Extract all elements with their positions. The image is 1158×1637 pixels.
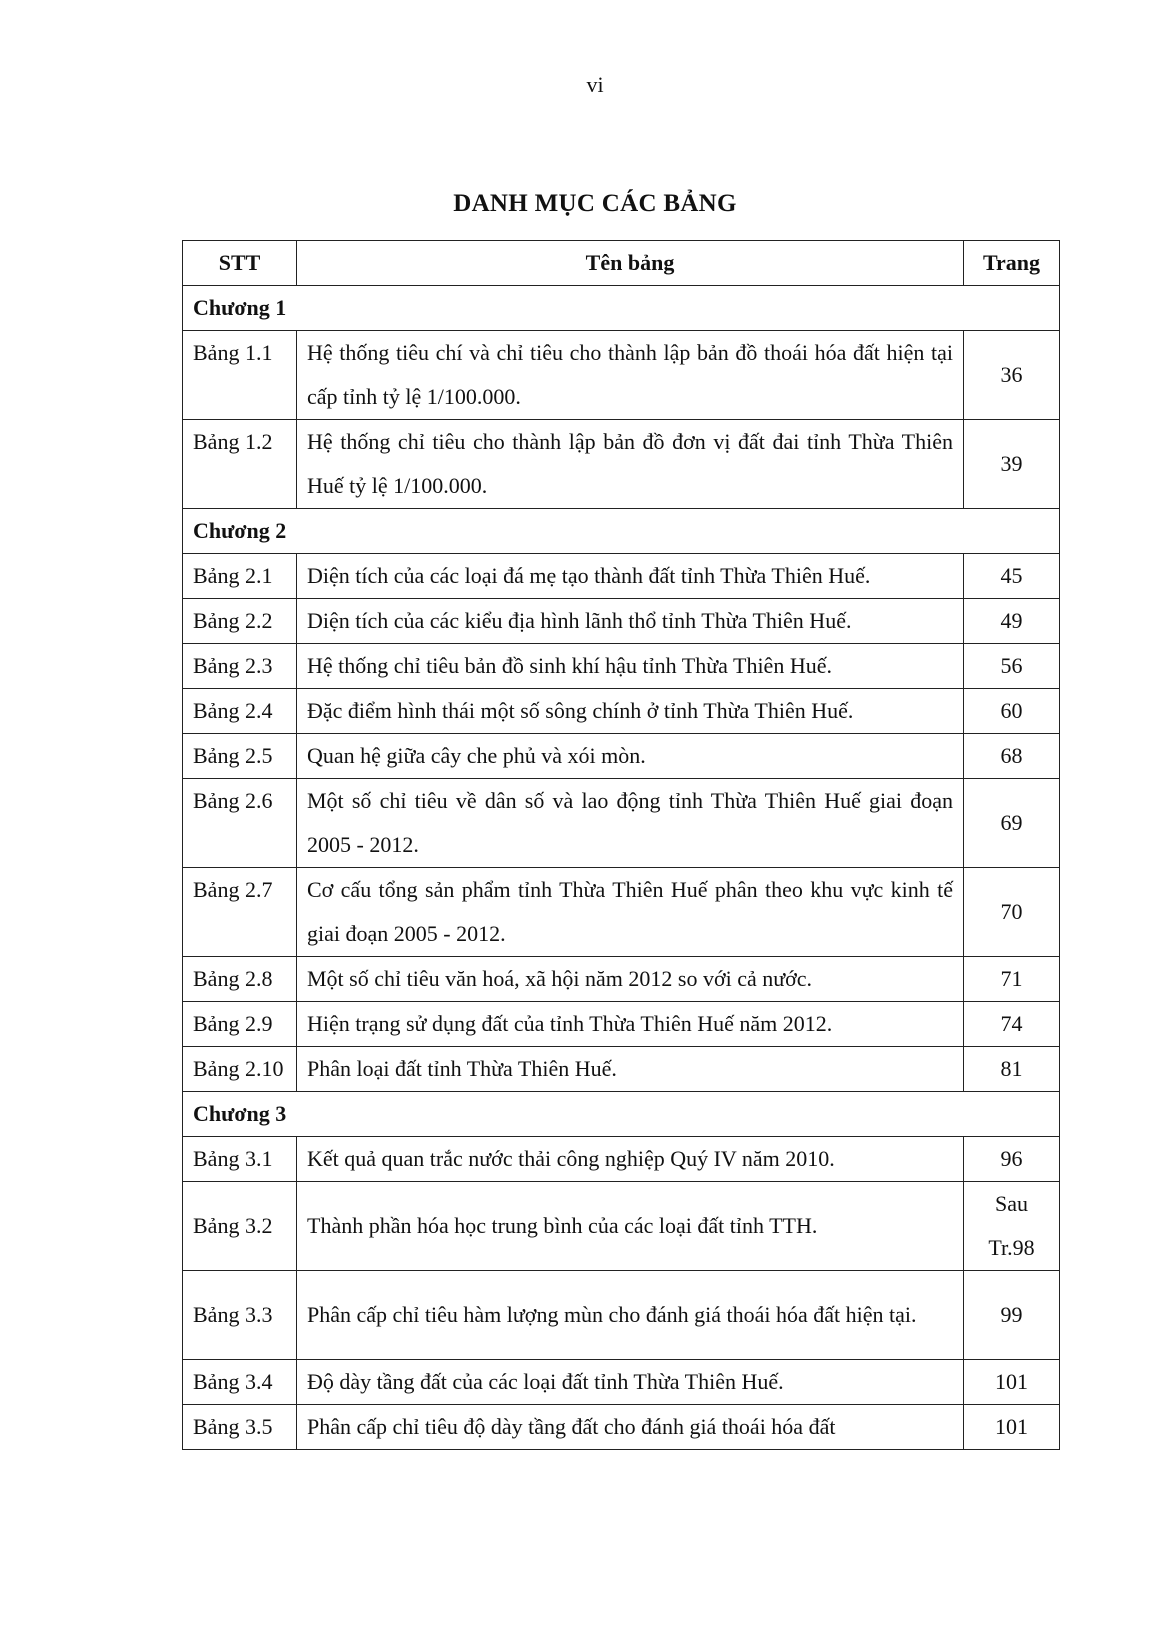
row-page: 60 bbox=[964, 689, 1060, 734]
table-row bbox=[183, 868, 1060, 957]
row-name: Quan hệ giữa cây che phủ và xói mòn. bbox=[297, 734, 964, 779]
row-name: Hệ thống chỉ tiêu bản đồ sinh khí hậu tỉnh Thừa Thiên Huế. bbox=[297, 644, 964, 689]
table-row bbox=[183, 1182, 1060, 1271]
row-name: Diện tích của các loại đá mẹ tạo thành đất tỉnh Thừa Thiên Huế. bbox=[297, 554, 964, 599]
row-name: Phân cấp chỉ tiêu hàm lượng mùn cho đánh giá thoái hóa đất hiện tại. bbox=[297, 1271, 964, 1360]
row-name: Độ dày tầng đất của các loại đất tỉnh Thừa Thiên Huế. bbox=[297, 1360, 964, 1405]
table-of-tables bbox=[182, 240, 1060, 1450]
header-page: Trang bbox=[964, 241, 1060, 286]
row-stt: Bảng 3.4 bbox=[183, 1360, 297, 1405]
chapter-row bbox=[183, 509, 1060, 554]
row-stt: Bảng 2.8 bbox=[183, 957, 297, 1002]
row-page: 69 bbox=[964, 779, 1060, 868]
row-page: 71 bbox=[964, 957, 1060, 1002]
row-page: 49 bbox=[964, 599, 1060, 644]
row-stt: Bảng 2.7 bbox=[183, 868, 297, 957]
row-stt: Bảng 3.3 bbox=[183, 1271, 297, 1360]
row-page: 56 bbox=[964, 644, 1060, 689]
row-stt: Bảng 3.5 bbox=[183, 1405, 297, 1450]
row-stt: Bảng 2.5 bbox=[183, 734, 297, 779]
row-name: Phân loại đất tỉnh Thừa Thiên Huế. bbox=[297, 1047, 964, 1092]
chapter-label: Chương 2 bbox=[183, 509, 1060, 554]
row-stt: Bảng 2.4 bbox=[183, 689, 297, 734]
table-row bbox=[183, 779, 1060, 868]
table-row bbox=[183, 1002, 1060, 1047]
row-stt: Bảng 1.2 bbox=[183, 420, 297, 509]
table-row bbox=[183, 420, 1060, 509]
row-name: Kết quả quan trắc nước thải công nghiệp Quý IV năm 2010. bbox=[297, 1137, 964, 1182]
header-stt: STT bbox=[183, 241, 297, 286]
row-page: 68 bbox=[964, 734, 1060, 779]
row-page: 101 bbox=[964, 1360, 1060, 1405]
row-page: 39 bbox=[964, 420, 1060, 509]
row-stt: Bảng 2.6 bbox=[183, 779, 297, 868]
chapter-row bbox=[183, 286, 1060, 331]
row-stt: Bảng 1.1 bbox=[183, 331, 297, 420]
page-number: vi bbox=[586, 72, 604, 97]
row-stt: Bảng 2.2 bbox=[183, 599, 297, 644]
row-page: 70 bbox=[964, 868, 1060, 957]
row-name: Một số chỉ tiêu về dân số và lao động tỉnh Thừa Thiên Huế giai đoạn 2005 - 2012. bbox=[297, 779, 964, 868]
row-page: 81 bbox=[964, 1047, 1060, 1092]
row-stt: Bảng 3.1 bbox=[183, 1137, 297, 1182]
table-header-row bbox=[183, 241, 1060, 286]
chapter-label: Chương 1 bbox=[183, 286, 1060, 331]
table-row bbox=[183, 1271, 1060, 1360]
table-row bbox=[183, 331, 1060, 420]
row-page: 101 bbox=[964, 1405, 1060, 1450]
row-name: Thành phần hóa học trung bình của các loại đất tỉnh TTH. bbox=[297, 1182, 964, 1271]
row-page: 36 bbox=[964, 331, 1060, 420]
row-name: Hệ thống chỉ tiêu cho thành lập bản đồ đơn vị đất đai tỉnh Thừa Thiên Huế tỷ lệ 1/100.000. bbox=[297, 420, 964, 509]
chapter-row bbox=[183, 1092, 1060, 1137]
table-row bbox=[183, 1405, 1060, 1450]
row-page: 96 bbox=[964, 1137, 1060, 1182]
table-row bbox=[183, 957, 1060, 1002]
row-stt: Bảng 2.10 bbox=[183, 1047, 297, 1092]
table-row bbox=[183, 689, 1060, 734]
table-row bbox=[183, 1047, 1060, 1092]
page-title: DANH MỤC CÁC BẢNG bbox=[453, 190, 737, 217]
table-row bbox=[183, 1137, 1060, 1182]
header-name: Tên bảng bbox=[297, 241, 964, 286]
row-stt: Bảng 3.2 bbox=[183, 1182, 297, 1271]
table-row bbox=[183, 644, 1060, 689]
table-row bbox=[183, 554, 1060, 599]
row-stt: Bảng 2.1 bbox=[183, 554, 297, 599]
row-page-line1: Sau bbox=[995, 1191, 1028, 1216]
row-page bbox=[964, 1182, 1060, 1271]
table-row bbox=[183, 734, 1060, 779]
table-row bbox=[183, 1360, 1060, 1405]
row-name: Phân cấp chỉ tiêu độ dày tầng đất cho đánh giá thoái hóa đất bbox=[297, 1405, 964, 1450]
table-row bbox=[183, 599, 1060, 644]
row-stt: Bảng 2.9 bbox=[183, 1002, 297, 1047]
row-name: Cơ cấu tổng sản phẩm tỉnh Thừa Thiên Huế phân theo khu vực kinh tế giai đoạn 2005 - 2012. bbox=[297, 868, 964, 957]
row-page: 74 bbox=[964, 1002, 1060, 1047]
row-name: Đặc điểm hình thái một số sông chính ở tỉnh Thừa Thiên Huế. bbox=[297, 689, 964, 734]
row-name: Hệ thống tiêu chí và chỉ tiêu cho thành lập bản đồ thoái hóa đất hiện tại cấp tỉnh tỷ lệ 1/100.000. bbox=[297, 331, 964, 420]
row-page-line2: Tr.98 bbox=[988, 1235, 1035, 1260]
row-page: 45 bbox=[964, 554, 1060, 599]
chapter-label: Chương 3 bbox=[183, 1092, 1060, 1137]
row-stt: Bảng 2.3 bbox=[183, 644, 297, 689]
row-name: Một số chỉ tiêu văn hoá, xã hội năm 2012 so với cả nước. bbox=[297, 957, 964, 1002]
row-page: 99 bbox=[964, 1271, 1060, 1360]
row-name: Diện tích của các kiểu địa hình lãnh thổ tỉnh Thừa Thiên Huế. bbox=[297, 599, 964, 644]
row-name: Hiện trạng sử dụng đất của tỉnh Thừa Thiên Huế năm 2012. bbox=[297, 1002, 964, 1047]
